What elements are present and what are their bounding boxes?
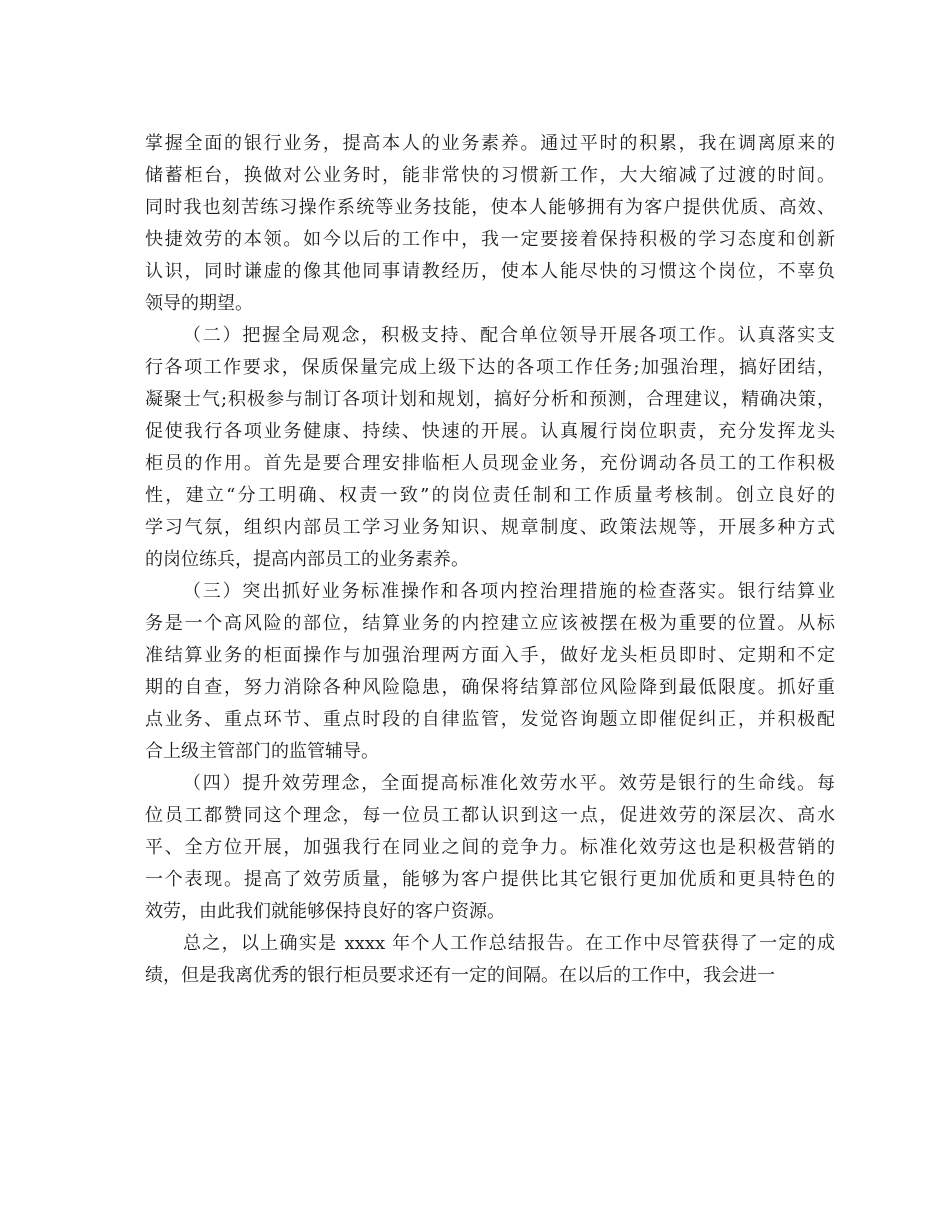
text-line: （二）把握全局观念，积极支持、配合单位领导开展各项工作。认真落实支 bbox=[183, 325, 835, 346]
text-line: 凝聚士气;积极参与制订各项计划和规划，搞好分析和预测，合理建议，精确决策， bbox=[145, 389, 835, 410]
text-line: 学习气氛，组织内部员工学习业务知识、规章制度、政策法规等，开展多种方式 bbox=[145, 517, 835, 538]
text-line: 点业务、重点环节、重点时段的自律监管，发觉咨询题立即催促纠正，并积极配 bbox=[145, 709, 835, 730]
paragraph bbox=[145, 320, 835, 576]
document-body bbox=[145, 128, 835, 992]
text-line: 的岗位练兵，提高内部员工的业务素养。 bbox=[145, 549, 469, 570]
paragraph bbox=[145, 768, 835, 928]
text-line: 效劳，由此我们就能够保持良好的客户资源。 bbox=[145, 901, 505, 922]
text-line: 绩，但是我离优秀的银行柜员要求还有一定的间隔。在以后的工作中，我会进一 bbox=[145, 965, 775, 986]
paragraph bbox=[145, 928, 835, 992]
text-line: 合上级主管部门的监管辅导。 bbox=[145, 741, 379, 762]
text-line: 准结算业务的柜面操作与加强治理两方面入手，做好龙头柜员即时、定期和不定 bbox=[145, 645, 835, 666]
text-line: （三）突出抓好业务标准操作和各项内控治理措施的检查落实。银行结算业 bbox=[183, 581, 835, 602]
text-line: 平、全方位开展，加强我行在同业之间的竞争力。标准化效劳这也是积极营销的 bbox=[145, 837, 835, 858]
paragraph bbox=[145, 128, 835, 320]
paragraph bbox=[145, 576, 835, 768]
text-line: 同时我也刻苦练习操作系统等业务技能，使本人能够拥有为客户提供优质、高效、 bbox=[145, 197, 835, 218]
text-line: （四）提升效劳理念，全面提高标准化效劳水平。效劳是银行的生命线。每 bbox=[183, 773, 835, 794]
text-line: 领导的期望。 bbox=[145, 293, 253, 314]
text-line: 期的自查，努力消除各种风险隐患，确保将结算部位风险降到最低限度。抓好重 bbox=[145, 677, 835, 698]
text-line: 快捷效劳的本领。如今以后的工作中，我一定要接着保持积极的学习态度和创新 bbox=[145, 229, 835, 250]
text-line: 位员工都赞同这个理念，每一位员工都认识到这一点，促进效劳的深层次、高水 bbox=[145, 805, 835, 826]
text-line: 总之，以上确实是 xxxx 年个人工作总结报告。在工作中尽管获得了一定的成 bbox=[183, 933, 835, 954]
text-line: 储蓄柜台，换做对公业务时，能非常快的习惯新工作，大大缩减了过渡的时间。 bbox=[145, 165, 835, 186]
text-line: 柜员的作用。首先是要合理安排临柜人员现金业务，充份调动各员工的工作积极 bbox=[145, 453, 835, 474]
text-line: 性，建立“分工明确、权责一致”的岗位责任制和工作质量考核制。创立良好的 bbox=[145, 485, 835, 506]
text-line: 认识，同时谦虚的像其他同事请教经历，使本人能尽快的习惯这个岗位，不辜负 bbox=[145, 261, 835, 282]
text-line: 促使我行各项业务健康、持续、快速的开展。认真履行岗位职责，充分发挥龙头 bbox=[145, 421, 835, 442]
text-line: 一个表现。提高了效劳质量，能够为客户提供比其它银行更加优质和更具特色的 bbox=[145, 869, 835, 890]
text-line: 行各项工作要求，保质保量完成上级下达的各项工作任务;加强治理，搞好团结， bbox=[145, 357, 835, 378]
text-line: 务是一个高风险的部位，结算业务的内控建立应该被摆在极为重要的位置。从标 bbox=[145, 613, 835, 634]
text-line: 掌握全面的银行业务，提高本人的业务素养。通过平时的积累，我在调离原来的 bbox=[145, 133, 835, 154]
